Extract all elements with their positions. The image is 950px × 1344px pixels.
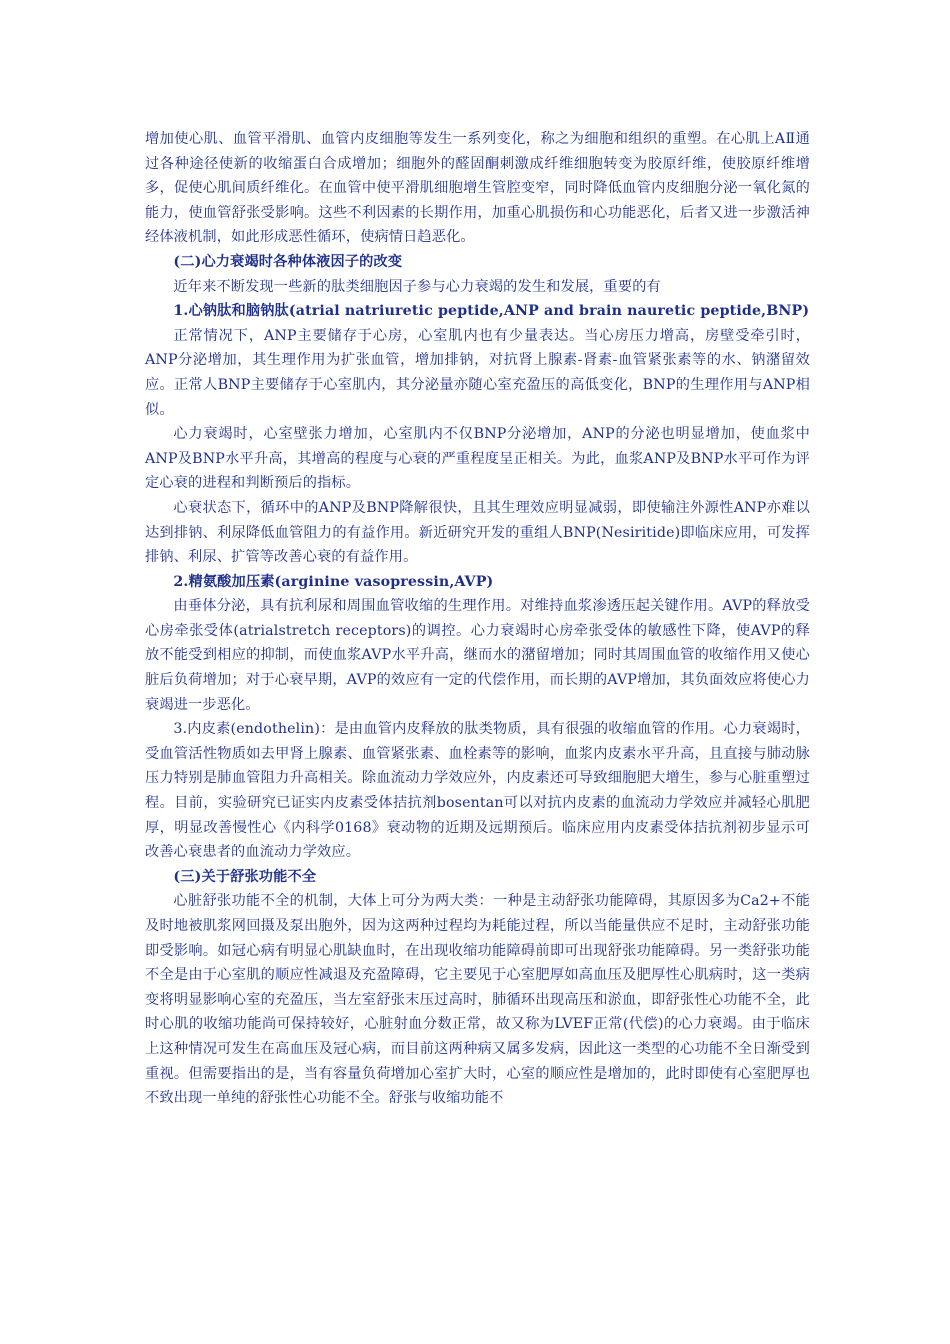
heading-avp: 2.精氨酸加压素(arginine vasopressin,AVP) bbox=[173, 573, 494, 590]
paragraph-peptide-intro: 近年来不断发现一些新的肽类细胞因子参与心力衰竭的发生和发展，重要的有 bbox=[173, 278, 661, 295]
paragraph-nesiritide: 心衰状态下，循环中的ANP及BNP降解很快，且其生理效应明显减弱，即使输注外源性ANP亦难以达到排钠、利尿降低血管阻力的有益作用。新近研究开发的重组人BNP(Nesiritide)即临床应用，可发挥排钠、利尿、扩管等改善心衰的有益作用。 bbox=[145, 499, 810, 566]
heading-diastolic-dysfunction: (三)关于舒张功能不全 bbox=[173, 868, 317, 885]
paragraph-endothelin: 3.内皮素(endothelin)：是由血管内皮释放的肽类物质，具有很强的收缩血管的作用。心力衰竭时，受血管活性物质如去甲肾上腺素、血管紧张素、血栓素等的影响，血浆内皮素水平升高，且直接与肺动脉压力特别是肺血管阻力升高相关。除血流动力学效应外，内皮素还可导致细胞肥大增生，参与心脏重塑过程。目前，实验研究已证实内皮素受体拮抗剂bosentan可以对抗内皮素的血流动力学效应并减轻心肌肥厚，明显改善慢性心《内科学0168》衰动物的近期及远期预后。临床应用内皮素受体拮抗剂初步显示可改善心衰患者的血流动力学效应。 bbox=[145, 721, 810, 861]
document-page bbox=[145, 127, 810, 1111]
paragraph-remodeling: 增加使心肌、血管平滑肌、血管内皮细胞等发生一系列变化，称之为细胞和组织的重塑。在心肌上AⅡ通过各种途径使新的收缩蛋白合成增加；细胞外的醛固酮刺激成纤维细胞转变为胶原纤维，使胶原纤维增多，促使心肌间质纤维化。在血管中使平滑肌细胞增生管腔变窄，同时降低血管内皮细胞分泌一氧化氮的能力，使血管舒张受影响。这些不利因素的长期作用，加重心肌损伤和心功能恶化，后者又进一步激活神经体液机制，如此形成恶性循环，使病情日趋恶化。 bbox=[145, 131, 810, 246]
paragraph-anp-failure: 心力衰竭时，心室壁张力增加，心室肌内不仅BNP分泌增加，ANP的分泌也明显增加，使血浆中ANP及BNP水平升高，其增高的程度与心衰的严重程度呈正相关。为此，血浆ANP及BNP水平可作为评定心衰的进程和判断预后的指标。 bbox=[145, 426, 810, 492]
heading-humoral-factors: (二)心力衰竭时各种体液因子的改变 bbox=[173, 253, 403, 270]
paragraph-avp: 由垂体分泌，具有抗利尿和周围血管收缩的生理作用。对维持血浆渗透压起关键作用。AVP的释放受心房牵张受体(atrialstretch receptors)的调控。心力衰竭时心房牵张受体的敏感性下降，使AVP的释放不能受到相应的抑制，而使血浆AVP水平升高，继而水的潴留增加；同时其周围血管的收缩作用又使心脏后负荷增加；对于心衰早期，AVP的效应有一定的代偿作用，而长期的AVP增加，其负面效应将使心力衰竭进一步恶化。 bbox=[145, 598, 810, 713]
paragraph-diastolic: 心脏舒张功能不全的机制，大体上可分为两大类：一种是主动舒张功能障碍，其原因多为Ca2+不能及时地被肌浆网回摄及泵出胞外，因为这两种过程均为耗能过程，所以当能量供应不足时，主动舒张功能即受影响。如冠心病有明显心肌缺血时，在出现收缩功能障碍前即可出现舒张功能障碍。另一类舒张功能不全是由于心室肌的顺应性减退及充盈障碍，它主要见于心室肥厚如高血压及肥厚性心肌病时，这一类病变将明显影响心室的充盈压，当左室舒张末压过高时，肺循环出现高压和淤血，即舒张性心功能不全，此时心肌的收缩功能尚可保持较好，心脏射血分数正常，故又称为LVEF正常(代偿)的心力衰竭。由于临床上这种情况可发生在高血压及冠心病，而目前这两种病又属多发病，因此这一类型的心功能不全日渐受到重视。但需要指出的是，当有容量负荷增加心室扩大时，心室的顺应性是增加的，此时即使有心室肥厚也不致出现一单纯的舒张性心功能不全。舒张与收缩功能不 bbox=[145, 893, 810, 1107]
paragraph-anp-normal: 正常情况下，ANP主要储存于心房，心室肌内也有少量表达。当心房压力增高，房壁受牵引时，ANP分泌增加，其生理作用为扩张血管，增加排钠，对抗肾上腺素-肾素-血管紧张素等的水、钠潴留效应。正常人BNP主要储存于心室肌内，其分泌量亦随心室充盈压的高低变化，BNP的生理作用与ANP相似。 bbox=[145, 327, 810, 418]
heading-anp-bnp: 1.心钠肽和脑钠肽(atrial natriuretic peptide,ANP and brain nauretic peptide,BNP) bbox=[173, 303, 810, 320]
